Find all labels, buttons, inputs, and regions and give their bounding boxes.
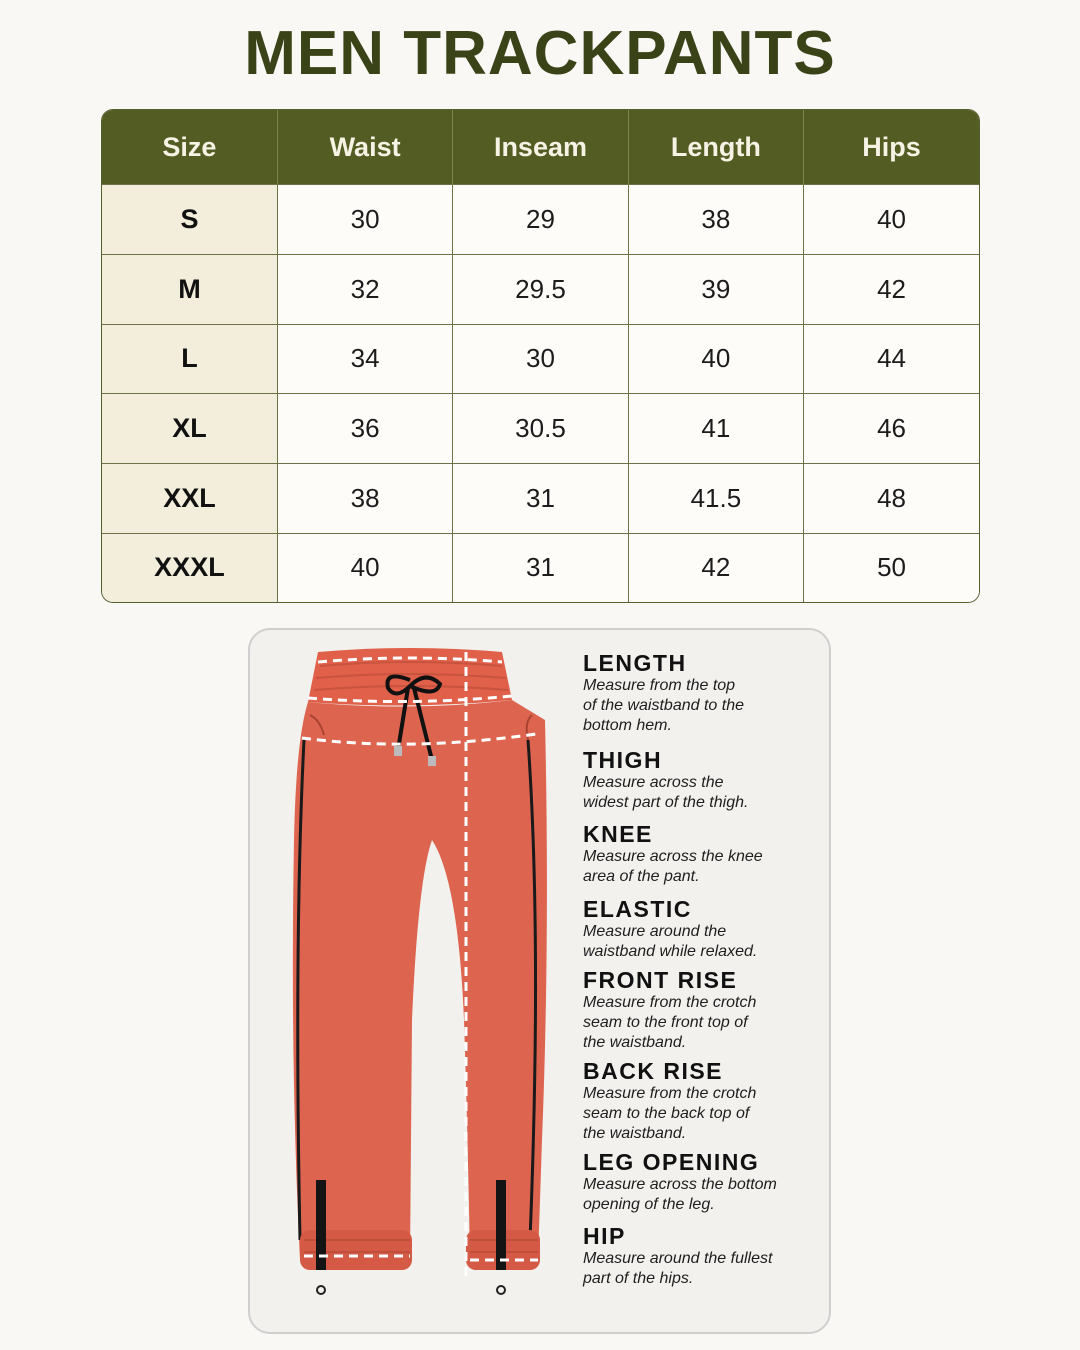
table-row (102, 324, 979, 394)
length-cell: 40 (628, 324, 803, 394)
guide-description: Measure from the crotch seam to the front top of the waistband. (583, 994, 757, 1051)
guide-description: Measure from the crotch seam to the back top of the waistband. (583, 1085, 757, 1142)
waist-cell: 40 (277, 533, 452, 602)
guide-heading: HIP (583, 1223, 626, 1249)
table-row (102, 394, 979, 464)
pants-body-shape (293, 700, 547, 1262)
header-size: Size (102, 110, 277, 185)
header-inseam: Inseam (453, 110, 628, 185)
waist-cell: 38 (277, 464, 452, 534)
guide-item-leg-opening (583, 1149, 777, 1215)
size-cell: M (102, 254, 277, 324)
guide-heading: ELASTIC (583, 896, 692, 922)
guide-description: Measure across the widest part of the thigh. (583, 774, 749, 811)
hips-cell: 44 (804, 324, 979, 394)
table-header-row (102, 110, 979, 185)
header-waist: Waist (277, 110, 452, 185)
size-cell: XXXL (102, 533, 277, 602)
waist-cell: 32 (277, 254, 452, 324)
waist-cell: 30 (277, 185, 452, 255)
inseam-cell: 29.5 (453, 254, 628, 324)
size-chart-table (101, 109, 980, 603)
size-cell: S (102, 185, 277, 255)
guide-item-hip (583, 1223, 772, 1289)
table-row (102, 464, 979, 534)
length-cell: 39 (628, 254, 803, 324)
inseam-cell: 30 (453, 324, 628, 394)
inseam-cell: 31 (453, 464, 628, 534)
hips-cell: 42 (804, 254, 979, 324)
guide-heading: LENGTH (583, 650, 687, 676)
guide-item-elastic (583, 896, 757, 962)
length-cell: 41 (628, 394, 803, 464)
pants-illustration (280, 640, 570, 1305)
guide-heading: BACK RISE (583, 1058, 724, 1084)
length-cell: 42 (628, 533, 803, 602)
size-cell: XXL (102, 464, 277, 534)
hips-cell: 40 (804, 185, 979, 255)
hips-cell: 48 (804, 464, 979, 534)
header-hips: Hips (804, 110, 979, 185)
size-cell: XL (102, 394, 277, 464)
guide-heading: FRONT RISE (583, 967, 738, 993)
guide-item-back-rise (583, 1058, 756, 1144)
guide-description: Measure across the knee area of the pant. (583, 848, 763, 885)
length-cell: 38 (628, 185, 803, 255)
page-title: MEN TRACKPANTS (244, 19, 836, 88)
hips-cell: 50 (804, 533, 979, 602)
hips-cell: 46 (804, 394, 979, 464)
length-cell: 41.5 (628, 464, 803, 534)
guide-item-thigh (583, 747, 748, 813)
guide-heading: LEG OPENING (583, 1149, 760, 1175)
table-row (102, 254, 979, 324)
size-cell: L (102, 324, 277, 394)
table-row (102, 533, 979, 602)
right-zipper (496, 1180, 506, 1270)
guide-description: Measure around the waistband while relaxed. (583, 923, 758, 960)
guide-item-length (583, 650, 744, 736)
guide-description: Measure around the fullest part of the hips. (583, 1250, 773, 1287)
guide-heading: THIGH (583, 747, 663, 773)
guide-description: Measure across the bottom opening of the leg. (583, 1176, 777, 1213)
guide-item-front-rise (583, 967, 756, 1053)
inseam-cell: 31 (453, 533, 628, 602)
header-length: Length (628, 110, 803, 185)
guide-heading: KNEE (583, 821, 653, 847)
waist-cell: 36 (277, 394, 452, 464)
inseam-cell: 30.5 (453, 394, 628, 464)
table-row (102, 185, 979, 255)
inseam-cell: 29 (453, 185, 628, 255)
waist-cell: 34 (277, 324, 452, 394)
guide-item-knee (583, 821, 763, 887)
guide-description: Measure from the top of the waistband to the bottom hem. (583, 677, 744, 734)
